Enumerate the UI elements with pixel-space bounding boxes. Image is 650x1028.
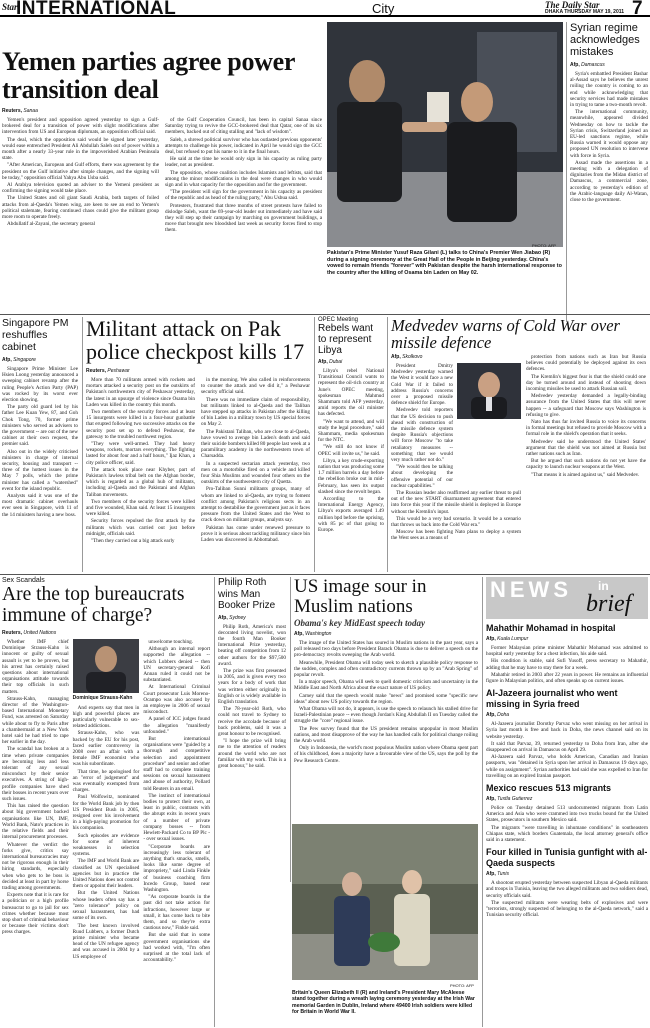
roth-body: Philip Roth, America's most decorated living novelist, won the fourth Man Booker International Prize yesterday, beating off competition from 12 other authors for the $97,500 award. The prize was first presented in 2005, and is given every two years for a body of work that was written either originally in English or is widely available in English translation. The 78-year-old Roth, who could not travel to Sydney to receive the accolade because of back problems, said it was a great honour to be recognised. "I hope the prize will bring me to the attention of readers around the world who are not familiar with my work. This is a great honour," he said. [218, 623, 286, 769]
brief-item-headline: Mahathir Mohamad in hospital [486, 623, 616, 633]
yemen-article [2, 48, 322, 235]
muslim-byline: Afp, Washington [294, 631, 332, 637]
pak-headline: Militant attack on Pak police checkpost kills 17 [86, 316, 305, 364]
singapore-byline: Afp, Singapore [2, 357, 36, 363]
dateline: DHAKA THURSDAY MAY 19, 2011 [545, 9, 625, 15]
imf-article [2, 577, 210, 964]
singapore-article [2, 317, 78, 519]
libya-byline: Afp, Dubai [318, 359, 343, 365]
brief-banner-brief: brief [586, 591, 632, 617]
medvedev-photo [457, 363, 521, 419]
libya-article [318, 317, 384, 534]
brief-banner-in: in [598, 579, 609, 593]
muslim-subhead: Obama's key MidEast speech today [294, 618, 425, 628]
strauss-kahn-photo [73, 639, 140, 693]
singapore-headline: Singapore PM reshuffles cabinet [2, 317, 69, 353]
medvedev-col-1b: The Russian leader also reaffirmed any earlier threat to pull out of the new START disarmament agreement that entered into force this year if the missile shield is deployed in Europe without the Kremlin's input. This would be a very bad scenario. It would be a scenario that throws us back into the Cold War era." Moscow has been fighting Nato plans to deploy a system the West sees as a means of [391, 490, 521, 542]
top-photo-credit: PHOTO: AFP [532, 243, 556, 248]
brief-item-headline: Al-Jazeera journalist who went missing in Syria freed [486, 688, 618, 710]
brief-banner [486, 577, 648, 619]
medvedev-byline: Afp, Skolkovo [391, 354, 423, 360]
imf-col-2-wrap [73, 639, 140, 964]
bottom-photo-caption: Britain's Queen Elizabeth II (R) and Ireland's President Mary McAleese stand together during a wreath laying ceremony yesterday at the Irish War memorial Garden in Dublin, Ireland where 49400 Irish soldiers were killed for Britain in World War II. [292, 990, 475, 1015]
medvedev-headline: Medvedev warns of Cold War over missile defence [391, 316, 620, 352]
edition-label: City [372, 1, 395, 16]
section-title: INTERNATIONAL [16, 0, 177, 19]
medvedev-col-2: protection from nations such as Iran but Russia believes could potentially be deployed against its own defences. The Kremlin's biggest fear is that the shield could one day be turned around and instead of shooting down incoming missiles be used to attack Russian soil. Medvedev yesterday demanded a legally-binding assurance from the United States that this will never happen -- a safeguard that Moscow says Washington is refusing to give. Nato has thus far invited Russia to voice its concerns in formal meetings but refused to provide Moscow with a formal role in the shield's operation that it seeks. Medvedev said he understood the United States' argument that the shield was not aimed at Russia but rather nations such as Iran. But he argued that such nations do not yet have the capacity to launch nuclear weapons at the West. "That means it is aimed against us," said Medvedev. [526, 354, 646, 478]
syria-headline: Syrian regime acknowledges mistakes [570, 22, 640, 58]
brief-item-headline: Mexico rescues 513 migrants [486, 783, 612, 794]
medvedev-col-1: President Dmitry Medvedev yesterday warned the West it would face a new Cold War if it failed to address Russia's concerns over a proposed missile defence shield for Europe. Medvedev told reporters that the US decision to push ahead with construction of the missile defence system despite Russia's objections will force Moscow "to take retaliatory measures -- something that we would very much rather not do." "We would then be talking about developing the offensive potential of our nuclear capabilities." [391, 363, 453, 489]
page-number: 7 [632, 0, 643, 19]
top-photo-caption: Pakistan's Prime Minister Yusuf Raza Gilani (L) talks to China's Premier Wen Jiabao (R) during a signing ceremony at the Great Hall of the People in Beijing yesterday. China's vowed to remain friends "forever" with Pakistan despite the harsh international response to the country after the killing of Osama bin Laden on May 02. [327, 250, 562, 276]
masthead-logo-small: Star [2, 2, 18, 12]
libya-headline: Rebels want to represent Libya [318, 323, 374, 356]
muslim-headline: US image sour in Muslim nations [294, 576, 427, 617]
pak-col-2: in the morning. We also called in reinforcements to counter the attack and we did it," a Peshawar security official said. There was no immediate claim of responsibility, but militants linked to al-Qaeda and the Taliban have stepped up attacks in Pakistan after the killing of bin Laden in a military town by US special forces on May 2. The Pakistani Taliban, who are close to al-Qaeda, have vowed to avenge bin Laden's death and said their suicide bombers killed 80 people last week at a paramilitary academy in the northwestern town of Charsadda. In a suspected sectarian attack yesterday, two men on a motorbike fired on a vehicle and killed four Shia Muslims and wounded four others on the outskirts of the southwestern city of Quetta. Pro-Taliban Sunni militants groups, many of whom are linked to al-Qaeda, are trying to foment conflict among Pakistan's religious sects in an attempt to destabilise the government just as it faces pressure from the United States and the West to crack down on militant groups, analysts say. Pakistan has come under renewed pressure to prove it is serious about tackling militancy since bin Laden was discovered in Abbottabad. [201, 377, 310, 544]
libya-body: Libya's rebel National Transitional Council wants to represent the oil-rich country at June's OPEC meeting, spokesman Mahmud Shammam told AFP yesterday, amid reports the oil minister has defected. "We want to attend, and will study the legal procedure," said Shammam, media spokesman for the NTC. "We still do not know if OPEC will invite us," he said. Libya, a key crude-exporting nation that was producing some 1.7 million barrels a day before the rebellion broke out in mid-February, has seen its output slashed since the revolt began. According to the International Energy Agency, Libya's exports averaged 1.49 million bpd before the uprising, with 85 pc of that going to Europe. [318, 368, 384, 534]
yemen-byline: Reuters, Sanaa [2, 108, 38, 114]
libya-kicker: OPEC Meeting [318, 317, 359, 323]
strauss-kahn-caption: Dominique Strauss-Kahn [72, 695, 133, 701]
brief-item: Al-Jazeera journalist who went missing in Syria freed Afp, Doha Al-Jazeera journalist Dorothy Parvaz who went missing on her arrival in Syria last month is free and back in Doha, the news channel said on its website yesterday. It said that Parvaz, 39, returned yesterday to Doha from Iran, after she disappeared on arrival in Damascus on April 29. Al-Jazeera said Parvaz, who holds American, Canadian and Iranian passports, was "detained in Syria upon her arrival in Damascus 19 days ago, while on assignment". Syrian authorities had said she was expelled to Iran for travelling on an expired Iranian passport. [486, 688, 648, 779]
imf-col-1: Whether IMF chief Dominique Strauss-Kahn is innocent or guilty of sexual assault is yet to be proven, but his arrest has certainly raised questions about international organisations attitude towards their top officials in such matters. Strauss-Kahn, managing director of the Washington-based International Monetary Fund, was arrested on Saturday while about to fly to Paris after a chambermaid at a New York hotel said he had tried to rape her earlier in the day. The scandal has broken at a time when private companies are becoming less and less tolerant of any sexual misconduct by their senior executives. A string of high-profile companies have shed their bosses in recent years over such issues. This has raised the question about big government backed organisations like UN, IMF, World Bank, Nato's practices in the relative fields and their internal procurement processes. Whatever the verdict the forks give, critics say international bureaucracies may not be rigorous enough in their hiring standards, especially when who gets to be boss is decided at least in part by horse trading among governments. Experts note that it is rare for a politician or a high profile bureaucrat to go to jail for sex crimes whether because most stop short of criminal behaviour or because their victims don't press charges. [2, 639, 69, 936]
imf-headline: Are the top bureaucrats immune of charge? [2, 584, 185, 626]
brief-item: Mahathir Mohamad in hospital Afp, Kuala Lumpur Former Malaysian prime minister Mahathir Mohamad was admitted to hospital early yesterday for a chest infection, his aide said. His condition is stable, said Sufi Yusoff, press secretary to Mahathir, adding that he may have to stay there for a week. Mahathir retired in 2003 after 22 years in power. He remains an influential figure in Malaysian politics, and often speaks up on current issues. [486, 623, 648, 685]
gilani-wen-photo [327, 22, 563, 247]
imf-kicker: Sex Scandals [2, 577, 45, 584]
roth-article [218, 577, 286, 770]
singapore-body: Singapore Prime Minister Lee Hsien Loong yesterday announced a sweeping cabinet revamp after the ruling People's Action Party (PAP) was rocked by its worst ever election showing. The party old guard led by his father Lee Kuan Yew, 87, and Goh Chok Tong, 70, former prime ministers who served as advisers to the government -- are out of the new cabinet at their own request, the premier said. Also out in the widely criticised ministers in charge of internal security, housing and transport -- three of the hottest issues in the May 7 polls, which the prime minister has called a "watershed" event for the island republic. Analysts said it was one of the most dramatic cabinet overhauls ever seen in Singapore, with 11 of the 14 ministers having a new boss. [2, 366, 78, 518]
pak-col-1: More than 70 militants armed with rockets and mortars attacked a security post on the outskirts of Pakistan's northwestern city of Peshawar yesterday, the latest in an upsurge of violence since Osama bin Laden was killed in the country this month. Two members of the security forces and at least 15 insurgents were killed in a four-hour gunbattle that erupted following two successive attacks on the security post set up to defend Peshawar, the gateway to the troubled northwest region. "They were well-armed. They had heavy weapons, rockets, mortars everything. The fighting lasted for about four and a half hours," Ijaz Khan, a city police officer, said. The attack took place near Khyber, part of Pakistan's lawless tribal belt on the Afghan border, which is regarded as a global hub of militants, including al-Qaeda and the Pakistani and Afghan Taliban movements. Two members of the security forces were killed and five wounded, Khan said. At least 15 insurgents were killed. Security forces repulsed the first attack by the militants which was carried out just before midnight, officials said. "Then they carried out a big attack early [86, 377, 195, 545]
brief-banner-news: NEWS [490, 577, 572, 602]
syria-article [570, 22, 648, 204]
imf-byline: Reuters, United Nations [2, 630, 57, 636]
brief-item: Mexico rescues 513 migrants Afp, Tuxtla Gutierrez Police on Tuesday detained 513 undocumented migrants from Latin America and Asia who were crammed into two trucks bound for the United States, prosecutors in southern Mexico said. The migrants "were travelling in inhumane conditions" in southeastern Chiapas state, which borders Guatemala, the local attorney general's office said in a statement. [486, 783, 648, 844]
muslim-article [294, 577, 478, 765]
photo-illustration [327, 22, 563, 247]
brief-item-headline: Four killed in Tunisia gunfight with al-Qaeda suspects [486, 847, 648, 869]
paper-name: The Daily Star [545, 0, 600, 10]
syria-byline: Afp, Damascus [570, 62, 605, 68]
roth-byline: Afp, Sydney [218, 614, 246, 621]
yemen-headline: Yemen parties agree power transition deal [2, 47, 295, 104]
yemen-col-1: Yemen's president and opposition agreed yesterday to sign a Gulf-brokered deal for a transition of power with slight modifications after intervention from US and European diplomats, an opposition official said. The deal, which the opposition said would be signed later yesterday, would ease entrenched President Ali Abdullah Saleh out of power within a month after a nearly 33-year rule in the impoverished Arabian Peninsula state. "After American, European and Gulf efforts, there was agreement by the president on the Gulf initiative after simple changes, and the signing will be today," opposition official Yahya Abu Usba said. Al Arabiya television quoted an adviser to the Yemeni president as confirming the signing would take place. The United States and oil giant Saudi Arabia, both targets of foiled attacks from al-Qaeda's Yemen wing, are keen to see an end to Yemen's political stalemate, fearing continued chaos could give the militant group more room to operate freely. Abdullatif al-Zayani, the secretary general [2, 117, 159, 228]
news-in-brief [486, 577, 648, 919]
pak-article [86, 317, 310, 545]
pak-byline: Reuters, Peshawar [86, 368, 130, 374]
yemen-col-2: of the Gulf Cooperation Council, has been in capital Sanaa since Saturday trying to revive the GCC-brokered deal that Qatar, one of its six members, backed out of citing stalling and "lack of wisdom". Saleh, a shrewd political survivor who has outlasted previous opponents' attempts to challenge his power, indicated in April he would sign the GCC deal, but refused to put his name to it in the final hours. He said at the time he would only sign in his capacity as ruling party leader, not as president. The opposition, whose coalition includes Islamists and leftists, said that among the minor modifications in the deal were changes in who would sign and in what capacity for the opposition and for the government. "The president will sign for the government in his capacity as president of the republic and as head of the ruling party," Abu Usbua said. Protesters, frustrated that three months of street protests have failed to dislodge Saleh, want the 69-year-old leader out immediately and have said they will step up their campaign by marching on government buildings, a move that brought new bloodshed last week as security forces fired to stop them. [165, 117, 322, 234]
queen-photo [292, 824, 478, 980]
imf-col-2: And experts say that men in high and powerful places are particularly vulnerable to sex-related addictions. Strauss-Kahn, who was backed by the EU for his post, faced earlier controversy in 2008 over an affair with a female IMF economist who was his subordinate. That time, he apologised for an "error of judgement" and was eventually exempted from charges. Paul Wolfowitz, nominated for the World Bank job by then US President Bush in 2005, resigned over his involvement in a high-paying promotion for his companion. Such episodes are evidence for some of inherent weaknesses in selection systems. The IMF and World Bank are classified as UN specialised agencies but in practice the United Nations does not control them or appoint their leaders. But the United Nations whose leaders often say has a "zero tolerance" policy on sexual harassment, has had some of its own. The best known involved Ruud Lubbers, a former Dutch prime minister who became head of the UN refugee agency and was accused in 2004 by a US employee of [72, 704, 140, 960]
bottom-photo-credit: PHOTO: AFP [450, 983, 474, 988]
syria-body: Syria's embattled President Bashar al-Assad says he believes the unrest roiling the country is coming to an end while acknowledging that security services had made mistakes in trying to tame a two-month revolt. The international community, meanwhile, appeared divided Wednesday on how to tackle the Syrian crisis, Switzerland joined an EU-led sanctions regime, while Russia warned it would oppose any proposed UN resolution to intervene with force in Syria. Assad made the assertions in a meeting with a delegation of dignitaries from the Midan district of Damascus, a commercial zone, according to yesterday's edition of the Arabic-language daily Al-Watan, close to the government. [570, 71, 648, 204]
imf-col-3: unwelcome touching. Although an internal report supported the allegation -- which Lubbers denied -- then UN secretary-general Kofi Annan ruled it could not be substantiated. At International Criminal Court prosecutor Luis Moreno-Ocampo was also accused by an employee in 2006 of sexual misconduct. A panel of ICC judges found the allegation "manifestly unfounded." But international organisations were "guided by a thorough and competitive selection and appointment procedure" and senior and other staff had to complete training sessions on sexual harassment and abuse of authority, Pollard told Reuters in an email. The instinct of international bodies to protect their own, at least in public, contrasts with the abrupt exits in recent years of a number of private company bosses -- from Hewlett-Packard Co to BP Plc -- over sexual issues. "Corporate boards are increasingly less tolerant of anything that's smacks, smells, looks like some degree of impropriety," said Linda Finkle of business coaching firm Incedo Group, based near Washington. "As corporate boards in the past did not take action for infractions, however large or small, it has come back to bite them, and so they're extra cautious now," Finkle said. But she said that in some government organisations she had worked with, "I'm often surprised at the total lack of accountability." [143, 639, 211, 964]
page-header [0, 0, 650, 17]
brief-item: Four killed in Tunisia gunfight with al-Qaeda suspects Afp, Tunis A shootout erupted yesterday between suspected Libyan al-Qaeda militants and troops in Tunisia, leaving the two alleged militants and two soldiers dead, security officials said. The suspected militants were wearing belts of explosives and were "terrorists, strongly suspected of belonging to the al-Qaeda network," said a Tunisian security official. [486, 847, 648, 919]
medvedev-article [391, 317, 648, 543]
muslim-body: The image of the United States has soured in Muslim nations in the past year, says a poll released two days before President Barack Obama is due to deliver a speech on the pro-democracy revolts sweeping the Arab world. Meanwhile, President Obama will today seek to sketch a plausible policy response to the sudden, complex and often contradictory currents thrown up by an "Arab Spring" of popular revolt. In a major speech, Obama will seek to quell domestic criticism and uncertainty in the Middle East and North Africa about the exact nature of US policy. Carney said that the speech would make "news" and promised some "specific new ideas" about new US policy towards the region. What Obama will not do, it appears, is use the speech to relaunch his stalled drive for Israeli-Palestinian peace -- even though Jordan's King Abdullah II on Tuesday called the struggle the "core" regional issue. The Pew survey found that the US president remains unpopular in most Muslim nations, and most disapprove of the way he has handled calls for political change roiling the Arab world. Only in Indonesia, the world's most populous Muslim nation where Obama spent part of his childhood, does a majority have a favourable view of the US, says the poll by the Pew Research Centre. [294, 640, 478, 764]
roth-headline: Philip Roth wins Man Booker Prize [218, 577, 276, 611]
